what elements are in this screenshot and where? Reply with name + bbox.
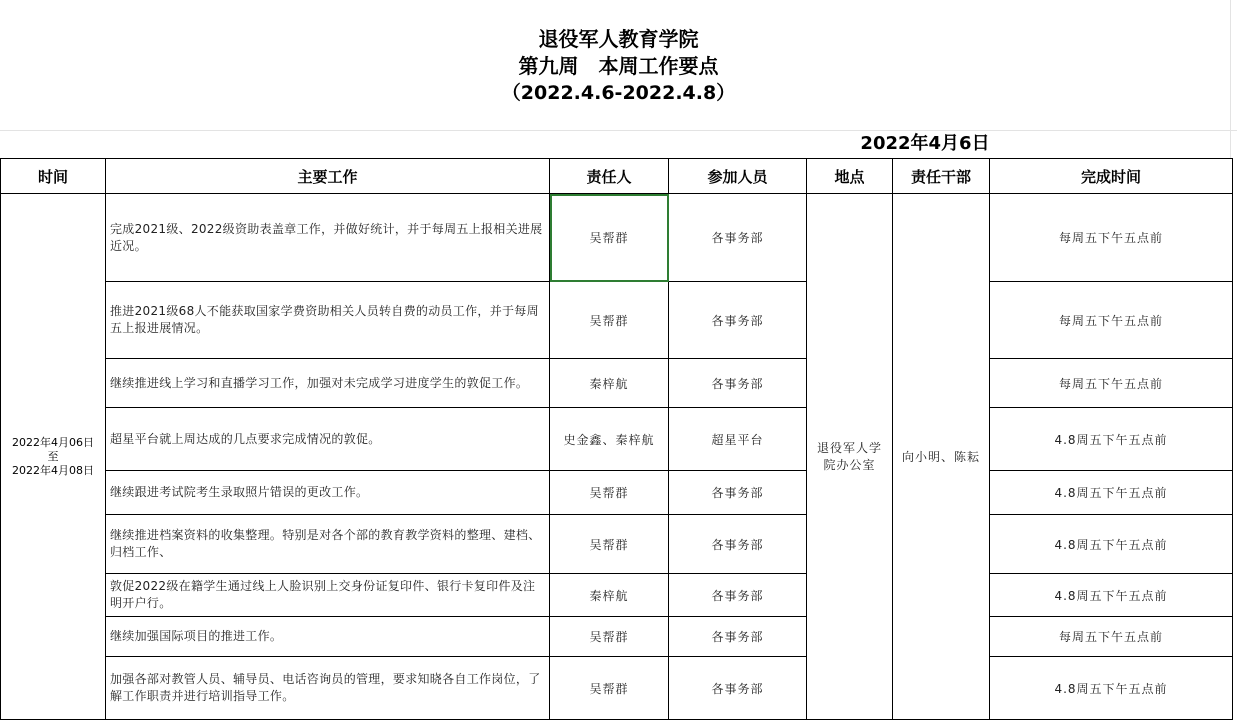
- deadline-cell[interactable]: 4.8周五下午五点前: [990, 471, 1233, 515]
- participants-cell[interactable]: 各事务部: [669, 359, 807, 408]
- table-row: [1, 359, 1233, 408]
- task-cell[interactable]: 继续加强国际项目的推进工作。: [106, 617, 550, 657]
- week-title: 第九周 本周工作要点: [518, 54, 719, 78]
- work-plan-table: [0, 158, 1233, 720]
- participants-cell[interactable]: 各事务部: [669, 282, 807, 359]
- owner-cell-selected[interactable]: 吴帮群: [550, 194, 669, 282]
- table-row: [1, 515, 1233, 574]
- deadline-cell[interactable]: 4.8周五下午五点前: [990, 657, 1233, 720]
- col-header-owner[interactable]: 责任人: [550, 159, 669, 194]
- time-from: 2022年4月06日: [12, 435, 94, 449]
- date-range: （2022.4.6-2022.4.8）: [501, 82, 736, 104]
- owner-cell[interactable]: 吴帮群: [550, 657, 669, 720]
- task-cell[interactable]: 推进2021级68人不能获取国家学费资助相关人员转自费的动员工作，并于每周五上报进展情况。: [106, 282, 550, 359]
- deadline-cell[interactable]: 每周五下午五点前: [990, 282, 1233, 359]
- participants-cell[interactable]: 各事务部: [669, 194, 807, 282]
- location-cell[interactable]: [807, 194, 893, 720]
- table-row: [1, 282, 1233, 359]
- col-header-deadline[interactable]: 完成时间: [990, 159, 1233, 194]
- table-row: [1, 617, 1233, 657]
- task-cell[interactable]: 继续跟进考试院考生录取照片错误的更改工作。: [106, 471, 550, 515]
- table-row: [1, 408, 1233, 471]
- header-row: [1, 159, 1233, 194]
- deadline-cell[interactable]: 每周五下午五点前: [990, 617, 1233, 657]
- col-header-location[interactable]: 地点: [807, 159, 893, 194]
- participants-cell[interactable]: 各事务部: [669, 574, 807, 617]
- table-row: [1, 194, 1233, 282]
- owner-cell[interactable]: 吴帮群: [550, 282, 669, 359]
- time-cell[interactable]: [1, 194, 106, 720]
- participants-cell[interactable]: 各事务部: [669, 471, 807, 515]
- participants-cell[interactable]: 各事务部: [669, 657, 807, 720]
- participants-cell[interactable]: 超星平台: [669, 408, 807, 471]
- grid-line: [0, 130, 1237, 131]
- task-cell[interactable]: 加强各部对教管人员、辅导员、电话咨询员的管理，要求知晓各自工作岗位，了解工作职责并进行培训指导工作。: [106, 657, 550, 720]
- task-cell[interactable]: 敦促2022级在籍学生通过线上人脸识别上交身份证复印件、银行卡复印件及注明开户行。: [106, 574, 550, 617]
- owner-cell[interactable]: 史金鑫、秦梓航: [550, 408, 669, 471]
- col-header-cadre[interactable]: 责任干部: [893, 159, 990, 194]
- col-header-participants[interactable]: 参加人员: [669, 159, 807, 194]
- col-header-time[interactable]: 时间: [1, 159, 106, 194]
- task-cell[interactable]: 继续推进档案资料的收集整理。特别是对各个部的教育教学资料的整理、建档、归档工作、: [106, 515, 550, 574]
- task-cell[interactable]: 超星平台就上周达成的几点要求完成情况的敦促。: [106, 408, 550, 471]
- grid-line: [1230, 0, 1231, 158]
- participants-cell[interactable]: 各事务部: [669, 515, 807, 574]
- participants-cell[interactable]: 各事务部: [669, 617, 807, 657]
- table-row: [1, 574, 1233, 617]
- table-row: [1, 471, 1233, 515]
- owner-cell[interactable]: 吴帮群: [550, 515, 669, 574]
- report-date[interactable]: 2022年4月6日: [860, 133, 990, 154]
- deadline-cell[interactable]: 4.8周五下午五点前: [990, 574, 1233, 617]
- task-cell[interactable]: 完成2021级、2022级资助表盖章工作，并做好统计，并于每周五上报相关进展近况。: [106, 194, 550, 282]
- col-header-task[interactable]: 主要工作: [106, 159, 550, 194]
- time-sep: 至: [47, 449, 59, 463]
- owner-cell[interactable]: 吴帮群: [550, 471, 669, 515]
- location-text: 退役军人学院办公室: [816, 440, 882, 472]
- cadre-cell[interactable]: 向小明、陈耘: [893, 194, 990, 720]
- deadline-cell[interactable]: 每周五下午五点前: [990, 194, 1233, 282]
- time-to: 2022年4月08日: [12, 463, 94, 477]
- deadline-cell[interactable]: 4.8周五下午五点前: [990, 515, 1233, 574]
- deadline-cell[interactable]: 每周五下午五点前: [990, 359, 1233, 408]
- deadline-cell[interactable]: 4.8周五下午五点前: [990, 408, 1233, 471]
- task-cell[interactable]: 继续推进线上学习和直播学习工作，加强对未完成学习进度学生的敦促工作。: [106, 359, 550, 408]
- institution-title: 退役军人教育学院: [538, 27, 699, 51]
- table-row: [1, 657, 1233, 720]
- owner-cell[interactable]: 吴帮群: [550, 617, 669, 657]
- owner-cell[interactable]: 秦梓航: [550, 574, 669, 617]
- owner-cell[interactable]: 秦梓航: [550, 359, 669, 408]
